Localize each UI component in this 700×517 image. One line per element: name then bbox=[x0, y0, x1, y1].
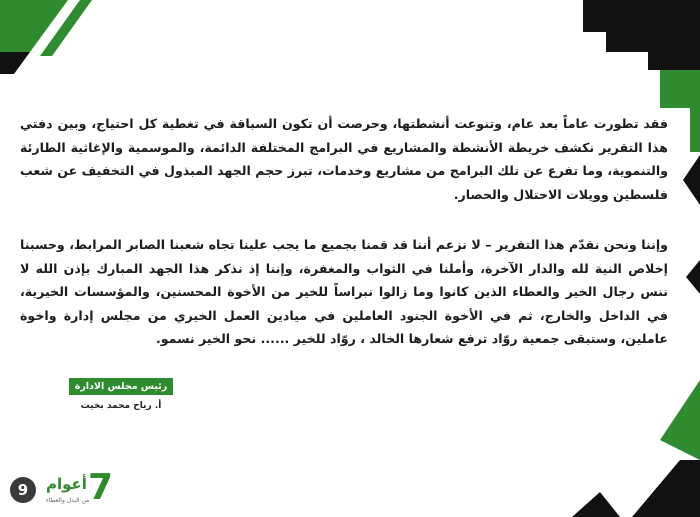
bottom-right-black-shape-1 bbox=[572, 492, 620, 517]
anniversary-logo bbox=[8, 467, 114, 509]
logo-badge: 9 bbox=[10, 477, 36, 503]
intro-paragraph: فقد تطورت عاماً بعد عام، وتنوعت أنشطتها، وحرصت أن تكون السباقة في تغطية كل احتياج، وبين دفتي هذا التقرير نكشف خريطة الأنشطة والمشاريع في البرامج المختلفة الدائمة، والموسمية والإغاثية الطارئة والتنموية، وما تفرع عن تلك البرامج من مشاريع وخدمات، تبرز حجم الجهد المبذول في التخفيف عن شعب فلسطين وويلات الاحتلال والحصار. bbox=[20, 116, 668, 202]
signature-title: رئيس مجلس الادارة bbox=[69, 378, 174, 395]
right-green-shape bbox=[660, 380, 700, 460]
top-left-black-shape bbox=[0, 52, 30, 74]
report-body bbox=[20, 112, 668, 351]
signature-block bbox=[66, 374, 176, 411]
right-chevron-2 bbox=[686, 260, 700, 294]
closing-paragraph: وإننا ونحن نقدّم هذا التقرير – لا نزعم أننا قد قمنا بجميع ما يجب علينا تجاه شعبنا الصابر المرابط، وحسبنا إخلاص النية لله والدار الآخرة، وأملنا في الثواب والمغفرة، وإننا إذ نذكر هذا الجهد المبارك بإذن الله لا ننس رجال الخير والعطاء الذين كانوا وما زالوا نبراساً للخير من الأخوة المحسنين، والمؤسسات الخيرية، في الداخل والخارج، ثم في الأخوة الجنود العاملين في ميادين العمل الخيري من مجلس إدارة واخوة عاملين، وستبقى جمعية روّاد ترفع شعارها الخالد ، روّاد للخير ...... نحو الخير نسمو. bbox=[20, 237, 668, 346]
signature-name: أ. رباح محمد بخيت bbox=[80, 401, 162, 411]
right-chevron-1 bbox=[683, 155, 700, 205]
bottom-right-black-shape-2 bbox=[632, 460, 700, 517]
logo-number: 7 bbox=[88, 467, 114, 508]
logo-tagline: من البذل والعطاء bbox=[46, 497, 90, 504]
top-right-black-band bbox=[583, 0, 700, 70]
logo-word: أعوام bbox=[46, 475, 87, 493]
